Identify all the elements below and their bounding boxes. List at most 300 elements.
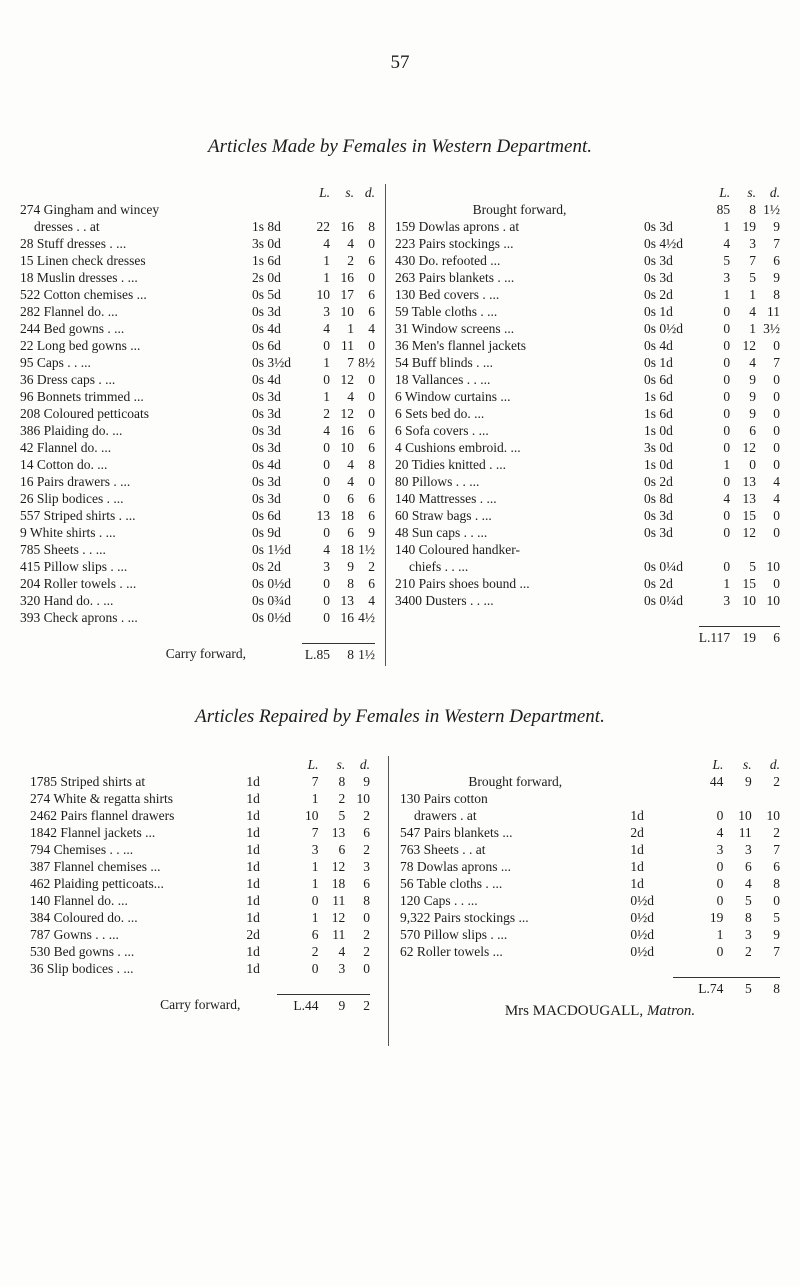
amount-shillings: 18 [340, 542, 354, 557]
item-price: 1s 0d [643, 423, 673, 438]
table-row [395, 541, 780, 558]
item-description: 274 White & regatta shirts [30, 791, 173, 806]
amount-pence: 0 [773, 508, 780, 523]
amount-pounds: 4 [723, 236, 731, 251]
amount-shillings [730, 541, 756, 558]
amount-shillings [330, 201, 354, 218]
amount-pence: 0 [363, 961, 370, 976]
amount-shillings: 3 [338, 961, 346, 976]
item-description: 6 Sofa covers . ... [395, 423, 489, 438]
table-row [30, 909, 370, 926]
amount-pounds: 0 [323, 372, 330, 387]
amount-pence: 6 [773, 859, 780, 874]
item-price: 0s 3d [643, 525, 673, 540]
table-row [400, 926, 780, 943]
item-description: 557 Striped shirts . ... [20, 508, 136, 523]
amount-shillings: 12 [340, 406, 354, 421]
table-row [395, 439, 780, 456]
amount-pounds: 1 [723, 219, 731, 234]
amount-pounds: 85 [716, 202, 731, 217]
amount-pence: 0 [368, 389, 375, 404]
amount-shillings: 11 [341, 338, 354, 353]
amount-pounds: 5 [723, 253, 731, 268]
item-price: 0s 3d [643, 270, 673, 285]
amount-pence: 8 [368, 457, 375, 472]
item-price: 2d [630, 825, 644, 840]
total-pence: 2 [345, 994, 370, 1017]
item-description: 95 Caps . . ... [20, 355, 91, 370]
amount-shillings: 6 [338, 842, 346, 857]
amount-pence: 8 [773, 876, 780, 891]
amount-shillings: 8 [749, 202, 757, 217]
table-row [20, 507, 375, 524]
title-articles-repaired: Articles Repaired by Females in Western Department. [195, 706, 605, 727]
total-spacer [630, 977, 672, 1000]
amount-pounds: 1 [323, 270, 330, 285]
amount-pounds: 7 [311, 774, 319, 789]
table-row [20, 252, 375, 269]
table-row [395, 507, 780, 524]
table-row [20, 303, 375, 320]
item-description: 787 Gowns . . ... [30, 927, 119, 942]
table-row [400, 841, 780, 858]
amount-pence: 4 [368, 593, 375, 608]
amount-pence: 4½ [358, 610, 375, 625]
amount-pounds: 0 [723, 559, 731, 574]
table-row [400, 824, 780, 841]
amount-pence: 2 [773, 825, 780, 840]
item-price: 0s 6d [252, 508, 281, 523]
total-pounds: L.85 [302, 643, 330, 666]
amount-shillings: 0 [749, 457, 757, 472]
item-price: 0s 2d [252, 559, 281, 574]
amount-shillings: 15 [742, 508, 757, 523]
table-row [20, 609, 375, 626]
amount-shillings: 3 [744, 842, 752, 857]
item-price: 1s 0d [643, 457, 673, 472]
header-pence: d. [359, 757, 370, 772]
item-description: 204 Roller towels . ... [20, 576, 137, 591]
item-description: 244 Bed gowns . ... [20, 321, 125, 336]
header-row [400, 756, 780, 773]
table-row [20, 354, 375, 371]
amount-pounds: 0 [311, 893, 319, 908]
amount-pounds: 0 [323, 457, 330, 472]
amount-shillings: 13 [340, 593, 354, 608]
table-row [20, 405, 375, 422]
amount-pence: 10 [766, 808, 780, 823]
total-row [395, 626, 780, 649]
matron-signature [420, 1003, 780, 1020]
item-price: 1s 6d [643, 389, 673, 404]
amount-pounds: 0 [323, 593, 330, 608]
table-row [395, 218, 780, 235]
table-row [395, 269, 780, 286]
item-price: 0s 4d [643, 338, 673, 353]
amount-pounds [673, 790, 724, 807]
header-spacer [644, 184, 699, 201]
amount-pounds: 1 [311, 910, 319, 925]
amount-pounds: 0 [323, 576, 330, 591]
item-description: 462 Plaiding petticoats... [30, 876, 164, 891]
amount-shillings: 12 [742, 440, 757, 455]
amount-pence: 8 [363, 893, 370, 908]
amount-pounds: 0 [716, 808, 724, 823]
item-price: 0s 1½d [252, 542, 292, 557]
item-price: 0s 0½d [252, 610, 292, 625]
item-price: 0s 3d [643, 253, 673, 268]
amount-pounds: 0 [723, 406, 731, 421]
table-row [395, 524, 780, 541]
amount-pence: 10 [356, 791, 370, 806]
amount-shillings: 9 [749, 406, 757, 421]
amount-pence [752, 790, 780, 807]
amount-pounds: 3 [323, 559, 330, 574]
amount-pence [354, 201, 375, 218]
table-row [20, 201, 375, 218]
item-description: 4 Cushions embroid. ... [395, 440, 521, 455]
amount-pounds: 0 [716, 859, 724, 874]
matron-name: Mrs MACDOUGALL, [504, 1003, 644, 1019]
amount-pounds: 1 [723, 457, 731, 472]
item-description: 140 Flannel do. ... [30, 893, 128, 908]
header-spacer [630, 756, 672, 773]
amount-pounds: 0 [723, 525, 731, 540]
amount-pounds: 4 [323, 423, 330, 438]
item-price: 0s 6d [643, 372, 673, 387]
item-description: 530 Bed gowns . ... [30, 944, 135, 959]
total-shillings: 8 [330, 643, 354, 666]
made-left-table [20, 184, 375, 666]
amount-pence: 7 [773, 842, 780, 857]
item-description: 140 Coloured handker- [395, 542, 520, 557]
total-row [20, 643, 375, 666]
item-price: 1d [246, 893, 260, 908]
amount-pence: 6 [368, 253, 375, 268]
amount-shillings: 19 [742, 219, 757, 234]
item-description: 48 Sun caps . . ... [395, 525, 488, 540]
amount-pounds: 10 [304, 808, 319, 823]
item-description: 6 Window curtains ... [395, 389, 511, 404]
table-row [400, 909, 780, 926]
amount-pounds: 1 [311, 859, 319, 874]
amount-pounds: 0 [723, 508, 731, 523]
amount-shillings: 16 [340, 270, 354, 285]
item-price: 0s 1d [643, 304, 673, 319]
item-description: 18 Vallances . . ... [395, 372, 491, 387]
table-row [20, 439, 375, 456]
header-spacer [395, 184, 644, 201]
item-price: 0s 0½d [252, 576, 292, 591]
amount-pounds: 0 [716, 876, 724, 891]
item-price: 0s 3½d [252, 355, 292, 370]
item-price: 1d [630, 859, 644, 874]
amount-pounds: 0 [723, 440, 731, 455]
table-row [395, 558, 780, 575]
amount-pence: 6 [368, 508, 375, 523]
amount-shillings: 4 [749, 304, 757, 319]
item-description: 59 Table cloths . ... [395, 304, 498, 319]
table-row [20, 524, 375, 541]
spacer-row [395, 609, 780, 626]
table-row [400, 773, 780, 790]
total-label [395, 626, 644, 649]
amount-pence: 0 [368, 372, 375, 387]
item-description: 1842 Flannel jackets ... [30, 825, 156, 840]
amount-pence: 9 [363, 774, 370, 789]
amount-shillings: 1 [347, 321, 354, 336]
amount-shillings: 2 [347, 253, 354, 268]
table-row [30, 875, 370, 892]
header-row [20, 184, 375, 201]
item-price: 0s 3d [252, 491, 281, 506]
title-articles-made: Articles Made by Females in Western Department. [208, 136, 592, 157]
amount-pence: 2 [363, 927, 370, 942]
table-row [20, 286, 375, 303]
item-description: 36 Men's flannel jackets [395, 338, 527, 353]
amount-pence: 0 [773, 406, 780, 421]
header-pounds: L. [307, 757, 319, 772]
item-price [630, 773, 672, 790]
amount-shillings: 9 [749, 372, 757, 387]
item-price: 0s 0½d [643, 321, 683, 336]
amount-pence: 0 [773, 457, 780, 472]
amount-shillings: 12 [742, 525, 757, 540]
item-description: 387 Flannel chemises ... [30, 859, 161, 874]
amount-pounds: 3 [323, 304, 330, 319]
amount-pence: 0 [773, 525, 780, 540]
item-price: 0s 0¼d [643, 593, 683, 608]
item-price: 0½d [630, 893, 655, 908]
amount-shillings: 6 [744, 859, 752, 874]
table-row [20, 320, 375, 337]
item-description: 15 Linen check dresses [20, 253, 146, 268]
item-price: 0s 0¼d [643, 559, 683, 574]
table-row [20, 473, 375, 490]
header-pence: d. [769, 185, 780, 200]
amount-shillings: 11 [738, 825, 752, 840]
amount-shillings: 10 [340, 440, 354, 455]
amount-shillings: 18 [340, 508, 354, 523]
item-price: 0½d [630, 927, 655, 942]
table-row [20, 422, 375, 439]
total-pence: 6 [756, 626, 780, 649]
item-description: 384 Coloured do. ... [30, 910, 138, 925]
amount-shillings: 5 [744, 893, 752, 908]
amount-pounds: 0 [716, 893, 724, 908]
item-description: 26 Slip bodices . ... [20, 491, 124, 506]
item-description: 9,322 Pairs stockings ... [400, 910, 529, 925]
header-spacer [20, 184, 252, 201]
item-price: 0s 4½d [643, 236, 683, 251]
table-row [20, 541, 375, 558]
table-row [395, 201, 780, 218]
table-row [20, 490, 375, 507]
amount-pence: 3½ [763, 321, 780, 336]
amount-shillings: 16 [340, 423, 354, 438]
amount-pounds: 3 [723, 270, 731, 285]
item-description: 2462 Pairs flannel drawers [30, 808, 175, 823]
header-spacer [246, 756, 277, 773]
page-number: 57 [390, 52, 410, 73]
amount-pounds: 0 [723, 423, 731, 438]
table-row [30, 790, 370, 807]
amount-shillings: 13 [742, 491, 757, 506]
item-price: 0s 3d [252, 440, 281, 455]
amount-shillings: 2 [744, 944, 752, 959]
amount-pounds: 0 [323, 440, 330, 455]
table-row [395, 456, 780, 473]
table-row [395, 286, 780, 303]
item-description: 31 Window screens ... [395, 321, 515, 336]
table-row [20, 269, 375, 286]
amount-pence: 0 [368, 236, 375, 251]
item-price: 1d [630, 842, 644, 857]
item-description: 430 Do. refooted ... [395, 253, 501, 268]
table-row [30, 841, 370, 858]
amount-shillings: 10 [340, 304, 354, 319]
total-spacer [644, 626, 699, 649]
amount-shillings: 5 [749, 559, 757, 574]
table-row [30, 807, 370, 824]
item-description: 1785 Striped shirts at [30, 774, 146, 789]
table-row [20, 388, 375, 405]
amount-pence: 4 [368, 321, 375, 336]
item-description: 78 Dowlas aprons ... [400, 859, 511, 874]
item-price: 1d [246, 910, 260, 925]
amount-pounds: 0 [311, 961, 319, 976]
item-price: 0s 3d [252, 389, 281, 404]
item-price: 1d [246, 876, 260, 891]
item-description: 60 Straw bags . ... [395, 508, 492, 523]
total-shillings: 9 [318, 994, 345, 1017]
item-price [644, 201, 699, 218]
item-description: 140 Mattresses . ... [395, 491, 497, 506]
item-description: 56 Table cloths . ... [400, 876, 503, 891]
amount-shillings: 6 [347, 525, 354, 540]
table-row [30, 824, 370, 841]
amount-pence: 0 [368, 474, 375, 489]
item-price: 1d [630, 808, 644, 823]
amount-pounds: 0 [323, 525, 330, 540]
amount-pounds: 10 [316, 287, 330, 302]
item-description: 547 Pairs blankets ... [400, 825, 513, 840]
amount-pounds: 6 [311, 927, 319, 942]
item-price: 1d [246, 808, 260, 823]
amount-shillings: 15 [742, 576, 757, 591]
amount-pounds: 4 [323, 321, 330, 336]
item-description: 120 Caps . . ... [400, 893, 478, 908]
spacer-row [30, 977, 370, 994]
repaired-left-table [30, 756, 370, 1017]
table-row [400, 892, 780, 909]
item-price: 1d [630, 876, 644, 891]
item-price: 1d [246, 944, 260, 959]
amount-pence: 8½ [358, 355, 375, 370]
amount-pounds: 0 [723, 372, 731, 387]
amount-shillings: 17 [340, 287, 354, 302]
item-description: 223 Pairs stockings ... [395, 236, 514, 251]
amount-pence: 6 [368, 287, 375, 302]
item-price: 3s 0d [252, 236, 281, 251]
table-row [400, 790, 780, 807]
amount-pence: 1½ [763, 202, 780, 217]
amount-pence: 6 [368, 304, 375, 319]
item-description: 9 White shirts . ... [20, 525, 116, 540]
header-shillings: s. [743, 757, 752, 772]
amount-pence: 4 [773, 491, 780, 506]
item-price: 1d [246, 842, 260, 857]
table-row [395, 320, 780, 337]
amount-shillings: 13 [331, 825, 346, 840]
table-row [30, 926, 370, 943]
item-price: 2s 0d [252, 270, 281, 285]
amount-shillings: 5 [338, 808, 346, 823]
amount-pounds: 2 [323, 406, 330, 421]
amount-shillings: 4 [347, 389, 354, 404]
amount-shillings: 12 [742, 338, 757, 353]
amount-shillings: 4 [338, 944, 346, 959]
item-description: 80 Pillows . . ... [395, 474, 480, 489]
item-price: 1d [246, 791, 260, 806]
item-description: drawers . at [414, 808, 477, 823]
item-price: 0s 3d [252, 474, 281, 489]
header-shillings: s. [336, 757, 346, 772]
item-description: 785 Sheets . . ... [20, 542, 106, 557]
total-spacer [246, 994, 277, 1017]
amount-pence: 0 [368, 270, 375, 285]
amount-pence: 0 [368, 406, 375, 421]
amount-shillings: 12 [331, 910, 346, 925]
item-price: 1d [246, 961, 260, 976]
item-price: 0s 3d [252, 423, 281, 438]
item-price: 2d [246, 927, 260, 942]
item-description: 130 Pairs cotton [400, 791, 488, 806]
header-pounds: L. [719, 185, 731, 200]
amount-pounds: 3 [723, 593, 731, 608]
item-description: Brought forward, [472, 202, 567, 217]
header-pence: d. [364, 185, 375, 200]
item-price: 0s 8d [643, 491, 673, 506]
amount-pence: 6 [368, 440, 375, 455]
amount-pence: 9 [773, 927, 780, 942]
total-label: Carry forward, [160, 997, 241, 1012]
amount-shillings: 10 [742, 593, 757, 608]
amount-shillings: 9 [749, 389, 757, 404]
table-row [20, 218, 375, 235]
amount-pounds: 0 [723, 304, 731, 319]
item-description: Brought forward, [468, 774, 563, 789]
amount-pounds: 4 [323, 236, 330, 251]
amount-shillings: 2 [338, 791, 346, 806]
item-price: 0½d [630, 944, 655, 959]
amount-pence: 5 [773, 910, 780, 925]
amount-shillings: 11 [332, 893, 346, 908]
amount-shillings [723, 790, 751, 807]
item-description: 22 Long bed gowns ... [20, 338, 141, 353]
header-spacer [252, 184, 302, 201]
item-price: 0s 5d [252, 287, 281, 302]
amount-pence: 6 [368, 423, 375, 438]
table-row [20, 371, 375, 388]
amount-pounds [699, 541, 730, 558]
item-price: 1d [246, 774, 260, 789]
item-description: dresses . . at [34, 219, 100, 234]
item-price: 1d [246, 825, 260, 840]
item-description: 159 Dowlas aprons . at [395, 219, 520, 234]
amount-shillings: 4 [749, 355, 757, 370]
amount-pounds: 1 [323, 389, 330, 404]
